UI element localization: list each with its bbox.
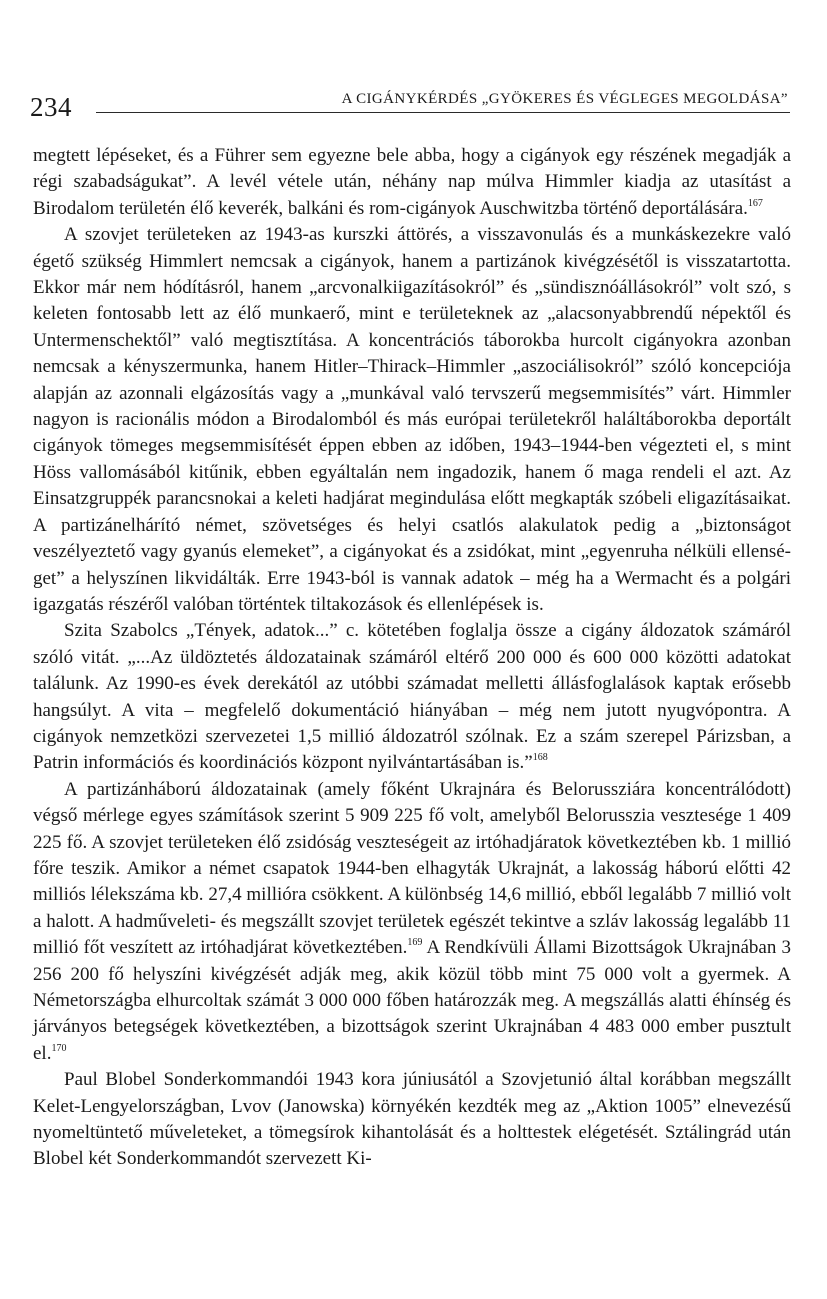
paragraph-text: Paul Blobel Sonderkommandói 1943 kora júniusától a Szovjetunió által korábban megszállt Kelet-Lengyelországban, Lvov (Janowska) környékén kezdték meg az „Aktion 1005” elnevezésű nyomeltüntető műveleteket, a tömegsírok kihantolását és a holttestek elégetését. Sztálingrád után Blobel két Sonderkommandót szervezett Ki- [33, 1069, 791, 1170]
paragraph-text: A szovjet területeken az 1943-as kurszki áttörés, a visszavonulás és a munkáskezekre való égető szükség Himmlert nemcsak a cigányok, hanem a partizánok kivégzésétől is visszatartotta. Ekkor már nem hódításról, hanem „arcvonalkiigazításokról” és „sündisznóállásokról” volt szó, s keleten fontosabb lett az élő munkaerő, mint e területeknek az „alacsonyabbrendű népektől és Untermenschektől” való megtisztítása. A koncentrációs táborokba hurcolt cigányokra azonban nemcsak a kényszermunka, hanem Hitler–Thirack–Himmler „aszociálisokról” szóló koncepciója alapján az azonnali elgázosítás vagy a „munkával való tervszerű megsemmisítés” várt. Himmler nagyon is racionális módon a Birodalomból és más európai területekről haláltáborokba deportált cigányok tömeges megsemmisítését éppen ebben az időben, 1943–1944-ben végezteti el, s mint Höss vallomásából kitűnik, ebben egyáltalán nem ingadozik, hanem ő maga rendeli el azt. Az Einsatzgruppék parancsnokai a keleti hadjárat megindulása előtt megkapták szóbeli eligazításaikat. A partizánelhárító német, szövetséges és helyi csatlós alakulatok pedig a „biztonságot veszélyeztető vagy gyanús elemeket”, a cigányokat és a zsidókat, mint „egyenruha nélküli ellenséget” a helyszínen likvidálták. Erre 1943-ból is vannak adatok – még ha a Wermacht és a polgári igazgatás részéről valóban történtek tiltakozások és ellenlépések is. [33, 224, 791, 615]
paragraph-5 [33, 1067, 791, 1173]
paragraph-text: Szita Szabolcs „Tények, adatok...” c. kötetében foglalja össze a cigány áldozatok számáról szóló vitát. „...Az üldöztetés áldozatainak számáról eltérő 200 000 és 600 000 közötti adatokat találunk. Az 1990-es évek derekától az utóbbi számadat melletti állásfoglalások kaptak erősebb hangsúlyt. A vita – megfelelő dokumentáció hiányában – még nem jutott nyugvópontra. A cigányok nemzetközi szervezetei 1,5 millió áldozatról szólnak. Ez a szám szerepel Párizsban, a Patrin információs és koordinációs központ nyilvántartásában is.” [33, 620, 791, 774]
paragraph-4 [33, 777, 791, 1067]
header-rule [96, 112, 790, 113]
footnote-ref: 168 [532, 752, 548, 764]
page-header [30, 78, 790, 124]
paragraph-text: megtett lépéseket, és a Führer sem egyezne bele abba, hogy a cigányok egy részének megadják a régi szabadságukat”. A levél vétele után, néhány nap múlva Himmler kiadja az utasítást a Birodalom területén élő keverék, balkáni és rom-cigányok Auschwitzba történő deportálására. [33, 145, 791, 219]
footnote-ref: 170 [51, 1042, 67, 1054]
footnote-ref: 169 [407, 937, 423, 949]
running-title: A CIGÁNYKÉRDÉS „GYÖKERES ÉS VÉGLEGES MEGOLDÁSA” [341, 91, 788, 107]
body-text [33, 143, 791, 1173]
page-number: 234 [30, 92, 72, 122]
paragraph-text-continued: A Rendkívüli Állami Bizottságok Ukrajnában 3 256 200 fő helyszíni kivégzését adják meg, akik közül több mint 75 000 volt a gyermek. A Németországba elhurcoltak számát 3 000 000 főben határozzák meg. A megszállás alatti éhínség és járványos betegségek következtében, a bizottságok szerint Ukrajnában 4 483 000 ember pusztult el. [33, 937, 791, 1064]
paragraph-3 [33, 618, 791, 776]
paragraph-text: A partizánháború áldozatainak (amely főként Ukrajnára és Belorussziára koncentrálódott) végső mérlege egyes számítások szerint 5 909 225 fő volt, amelyből Belorusszia vesztesége 1 409 225 fő. A szovjet területeken élő zsidóság veszteségeit az irtóhadjáratok következtében kb. 1 millió főre teszik. Amikor a német csapatok 1944-ben elhagyták Ukrajnát, a lakosság háború előtti 42 milliós lélekszáma kb. 27,4 millióra csökkent. A különbség 14,6 millió, ebből legalább 7 millió volt a halott. A hadműveleti- és megszállt szovjet területek egészét tekintve a szláv lakosság legalább 11 millió főt veszített az irtóhadjárat következtében. [33, 778, 791, 959]
paragraph-2 [33, 222, 791, 618]
paragraph-1 [33, 143, 791, 222]
footnote-ref: 167 [747, 197, 763, 209]
